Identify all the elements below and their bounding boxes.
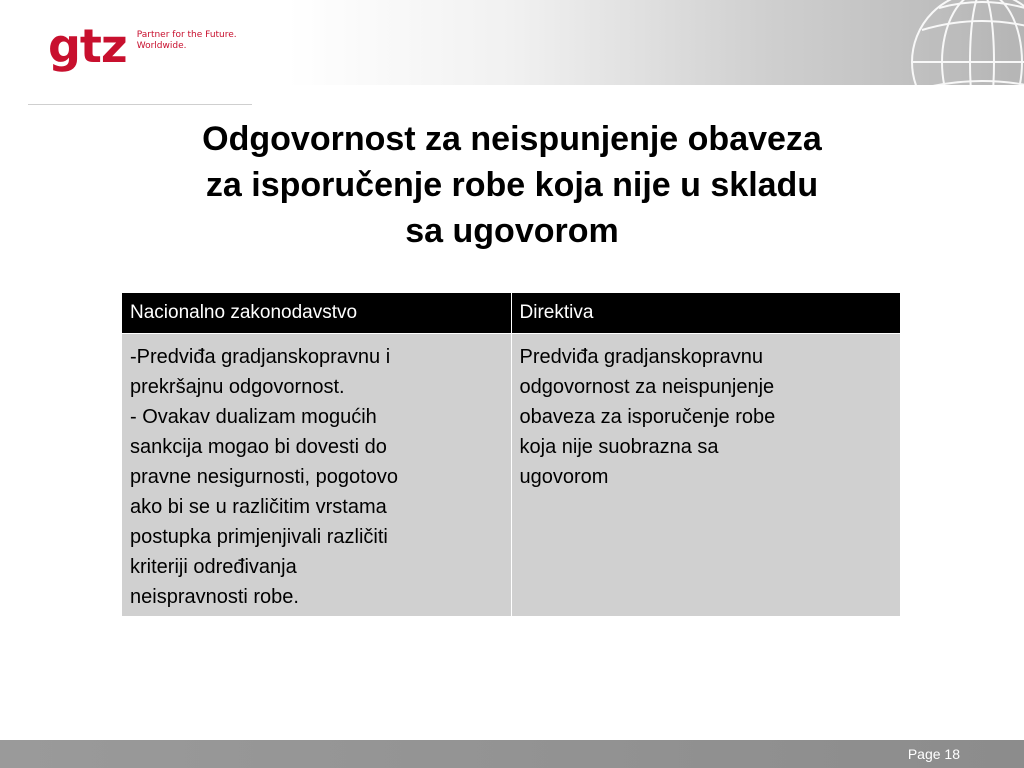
page-number: Page 18 [907, 746, 960, 762]
cell-line: obaveza za isporučenje robe [519, 406, 776, 428]
cell-line: sankcija mogao bi dovesti do [130, 436, 387, 458]
cell-line: - Ovakav dualizam mogućih [130, 406, 377, 428]
header-divider [28, 104, 252, 105]
header-directive: Direktiva [511, 293, 901, 334]
logo-wordmark: gtz [48, 19, 127, 73]
gtz-logo [48, 19, 237, 73]
cell-directive [511, 334, 901, 617]
cell-line: prekršajnu odgovornost. [130, 376, 345, 398]
title-line-2: za isporučenje robe koja nije u skladu [205, 166, 819, 204]
slide-title [130, 116, 894, 254]
table-header-row [122, 293, 901, 334]
slide-footer [0, 740, 1024, 768]
cell-line: ako bi se u različitim vrstama [130, 496, 387, 518]
cell-line: kriteriji određivanja [130, 556, 297, 578]
slide-header [0, 0, 1024, 85]
cell-line: postupka primjenjivali različiti [130, 526, 388, 548]
comparison-table [121, 292, 901, 617]
cell-line: Predviđa gradjanskopravnu [519, 346, 763, 368]
cell-line: koja nije suobrazna sa [519, 436, 719, 458]
cell-line: ugovorom [519, 466, 609, 488]
logo-tagline-line-1: Partner for the Future. [136, 30, 237, 40]
table-row [122, 334, 901, 617]
header-national-law: Nacionalno zakonodavstvo [122, 293, 512, 334]
logo-tagline-line-2: Worldwide. [136, 41, 187, 51]
globe-icon [894, 0, 1024, 85]
cell-line: neispravnosti robe. [130, 586, 299, 608]
cell-national-law [122, 334, 512, 617]
cell-line: -Predviđa gradjanskopravnu i [130, 346, 391, 368]
cell-line: pravne nesigurnosti, pogotovo [130, 466, 398, 488]
cell-line: odgovornost za neispunjenje [519, 376, 775, 398]
title-line-1: Odgovornost za neispunjenje obaveza [202, 120, 822, 158]
title-line-3: sa ugovorom [405, 212, 619, 250]
logo-tagline [137, 30, 237, 52]
